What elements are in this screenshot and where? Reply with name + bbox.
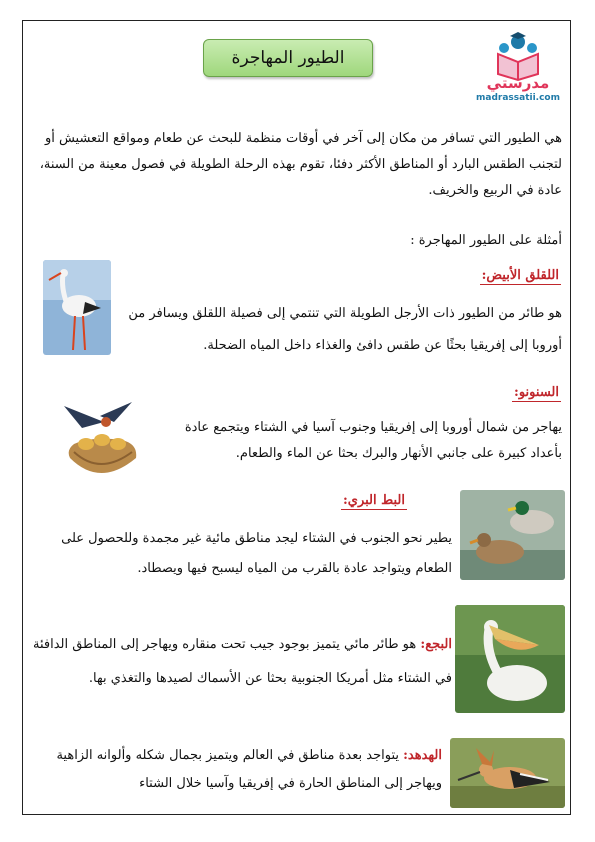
- swallow-photo: [52, 392, 148, 488]
- hoopoe-photo: [450, 738, 565, 808]
- bird-name-white-stork: اللقلق الأبيض:: [481, 268, 559, 283]
- bird-text-swallow: يهاجر من شمال أوروبا إلى إفريقيا وجنوب آسيا في الشتاء ويتجمع عادة بأعداد كبيرة على جانبي الأنهار والبرك بحثا عن الماء والطعام.: [184, 420, 562, 461]
- bird-entry-pelican: [30, 628, 452, 696]
- logo-url: madrassatii.com: [476, 93, 560, 103]
- bird-text-pelican: هو طائر مائي يتميز بوجود جيب تحت منقاره ويهاجر إلى المناطق الدافئة في الشتاء مثل أمريكا الجنوبية بحثا عن الأسماك لصيدها والتغذي بها.: [32, 637, 452, 686]
- page-title: الطيور المهاجرة: [203, 39, 373, 77]
- bird-text-white-stork: هو طائر من الطيور ذات الأرجل الطويلة التي تنتمي إلى فصيلة اللقلق ويسافر من أوروبا إلى إفريقيا بحثًا عن طقس دافئ والغذاء داخل المياه الضحلة.: [128, 306, 562, 353]
- intro-paragraph: هي الطيور التي تسافر من مكان إلى آخر في أوقات منظمة للبحث عن طعام ومواقع التعشيش أو لتجنب الطقس البارد أو المناطق الأكثر دفئا، تقوم بهذه الرحلة الطويلة في فصول معينة من السنة، عادة في الربيع والخريف.: [39, 131, 562, 198]
- bird-name-hoopoe: الهدهد:: [403, 748, 442, 763]
- white-stork-photo: [43, 260, 111, 355]
- bird-name-swallow: السنونو:: [514, 385, 559, 400]
- bird-name-wild-duck: البط البري:: [342, 493, 405, 508]
- bird-text-hoopoe: يتواجد بعدة مناطق في العالم ويتميز بجمال شكله وألوانه الزاهية ويهاجر إلى المناطق الحارة في إفريقيا وآسيا خلال الشتاء: [56, 748, 442, 791]
- examples-heading: أمثلة على الطيور المهاجرة :: [410, 233, 562, 248]
- bird-text-wild-duck: يطير نحو الجنوب في الشتاء ليجد مناطق مائية غير مجمدة وللحصول على الطعام ويتواجد عادة بالقرب من المياه ليسبح فيها ويصطاد.: [61, 531, 452, 576]
- wild-duck-photo: [460, 490, 565, 580]
- logo-name: مدرستي: [486, 74, 550, 92]
- pelican-photo: [455, 605, 565, 713]
- bird-entry-hoopoe: [30, 742, 442, 798]
- bird-name-pelican: البجع:: [420, 637, 452, 652]
